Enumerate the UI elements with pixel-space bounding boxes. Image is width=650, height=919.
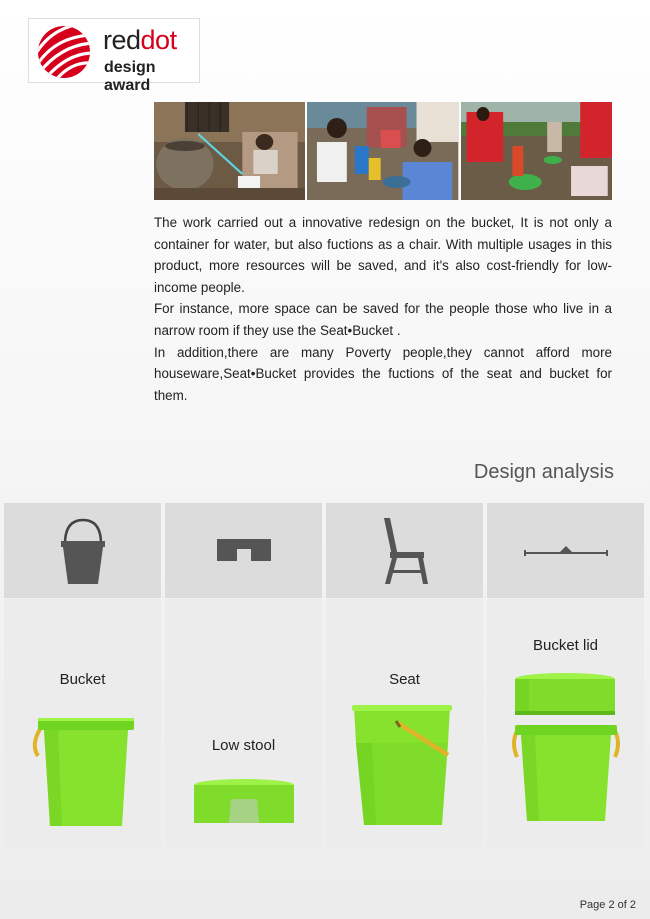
column-label: Seat: [389, 671, 420, 688]
photo-village-water: [154, 102, 305, 200]
analysis-column-bucket: [4, 503, 161, 849]
description-paragraph-1: The work carried out a innovative redesign on the bucket, It is not only a container for water, but also fuctions as a chair. With multiple usages in this product, more resources will be saved, and it's also cost-friendly for low-income people.: [154, 215, 612, 295]
bucket-icon: [58, 516, 108, 586]
column-header: [326, 503, 483, 598]
column-body: [326, 599, 483, 849]
column-body: [487, 599, 644, 849]
column-label: Low stool: [211, 737, 276, 754]
photo-people-washing: [307, 102, 458, 200]
description-paragraph-3: In addition,there are many Poverty people,they cannot afford more houseware,Seat•Bucket provides the fuctions of the seat and bucket for them.: [154, 344, 612, 403]
column-header: [165, 503, 322, 598]
photo-women-bowls: [461, 102, 612, 200]
analysis-column-stool: [165, 503, 322, 849]
column-header: [4, 503, 161, 598]
design-analysis-grid: [4, 503, 644, 849]
chair-icon: [380, 516, 430, 586]
stool-icon: [217, 539, 271, 563]
green-lid-image: [513, 673, 617, 717]
brand-subtitle: design award: [104, 59, 156, 94]
photo-strip: [154, 102, 612, 200]
green-bucket-image: [28, 714, 138, 829]
section-title: Design analysis: [473, 461, 614, 483]
green-seat-bucket-image: [350, 703, 455, 829]
brand-name: [103, 27, 177, 54]
page-number: Page 2 of 2: [579, 899, 636, 911]
column-label: Bucket lid: [532, 637, 599, 654]
lid-icon: [524, 544, 608, 558]
brand-dot: dot: [140, 25, 177, 55]
column-header: [487, 503, 644, 598]
column-body: [4, 599, 161, 849]
description-text: [154, 212, 612, 406]
analysis-column-seat: [326, 503, 483, 849]
reddot-emblem-icon: [35, 25, 93, 79]
reddot-logo: [28, 18, 200, 94]
brand-red: red: [103, 25, 141, 55]
analysis-column-lid: [487, 503, 644, 849]
green-bucket-image: [511, 723, 621, 823]
description-paragraph-2: For instance, more space can be saved for the people those who live in a narrow room if they use the Seat•Bucket .: [154, 301, 612, 338]
column-body: [165, 599, 322, 849]
column-label: Bucket: [59, 671, 106, 688]
green-stool-image: [193, 779, 295, 827]
